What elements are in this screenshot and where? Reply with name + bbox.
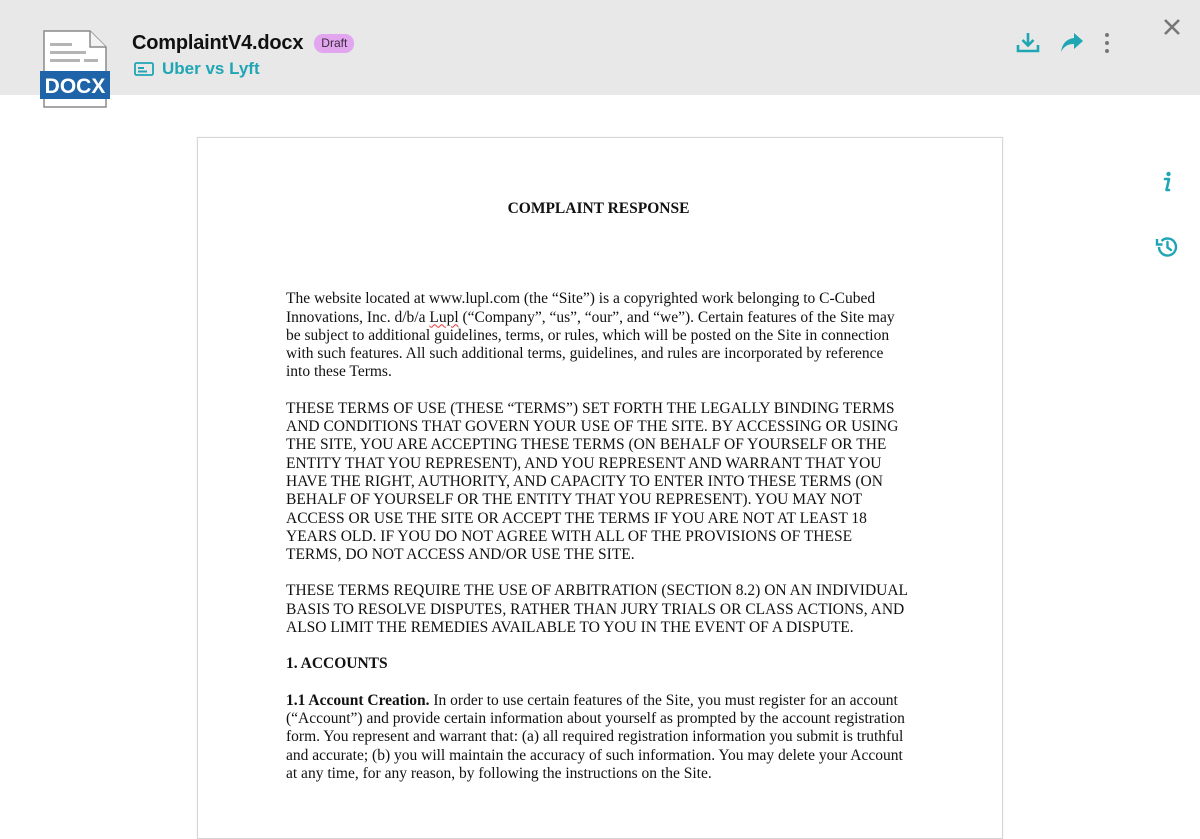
file-type-label: DOCX <box>44 75 106 98</box>
subsection-label: 1.1 Account Creation. <box>286 691 430 709</box>
case-name: Uber vs Lyft <box>162 59 260 78</box>
status-badge: Draft <box>314 34 354 53</box>
section-heading-accounts: 1. ACCOUNTS <box>286 655 388 673</box>
file-title-row <box>132 30 354 56</box>
paragraph-intro: The website located at www.lupl.com (the “Site”) is a copyrighted work belonging to C-Cubed Innovations, Inc. d/b/a Lupl (“Company”, “us”, “our”, and “we”). Certain features of the Site may be subject to additional guidelines, terms, or rules, which will be posted on the Site in connection with such features. All such additional terms, guidelines, and rules are incorporated by reference into these Terms. <box>286 290 895 381</box>
file-name: ComplaintV4.docx <box>132 31 304 54</box>
case-card-icon <box>134 61 154 77</box>
misspelled-word: Lupl <box>429 308 459 326</box>
document-content <box>286 200 911 801</box>
more-vertical-icon[interactable] <box>1094 30 1120 56</box>
close-icon[interactable] <box>1160 15 1184 39</box>
paragraph-arbitration: THESE TERMS REQUIRE THE USE OF ARBITRATION (SECTION 8.2) ON AN INDIVIDUAL BASIS TO RESOLVE DISPUTES, RATHER THAN JURY TRIALS OR CLASS ACTIONS, AND ALSO LIMIT THE REMEDIES AVAILABLE TO YOU IN THE EVENT OF A DISPUTE. <box>286 582 908 637</box>
history-icon[interactable] <box>1154 234 1180 260</box>
info-icon[interactable] <box>1154 169 1180 195</box>
paragraph-terms: THESE TERMS OF USE (THESE “TERMS”) SET FORTH THE LEGALLY BINDING TERMS AND CONDITIONS THAT GOVERN YOUR USE OF THE SITE. BY ACCESSING OR USING THE SITE, YOU ARE ACCEPTING THESE TERMS (ON BEHALF OF YOURSELF OR THE ENTITY THAT YOU REPRESENT), AND YOU REPRESENT AND WARRANT THAT YOU HAVE THE RIGHT, AUTHORITY, AND CAPACITY TO ENTER INTO THESE TERMS (ON BEHALF OF YOURSELF OR THE ENTITY THAT YOU REPRESENT). YOU MAY NOT ACCESS OR USE THE SITE OR ACCEPT THE TERMS IF YOU ARE NOT AT LEAST 18 YEARS OLD. IF YOU DO NOT AGREE WITH ALL OF THE PROVISIONS OF THESE TERMS, DO NOT ACCESS AND/OR USE THE SITE. <box>286 399 899 564</box>
paragraph-account-creation: 1.1 Account Creation. In order to use certain features of the Site, you must register for an account (“Account”) and provide certain information about yourself as prompted by the account registration form. You represent and warrant that: (a) all required registration information you submit is truthful and accurate; (b) you will maintain the accuracy of such information. You may delete your Account at any time, for any reason, by following the instructions on the Site. <box>286 691 905 782</box>
document-page <box>197 137 1003 839</box>
download-icon[interactable] <box>1015 30 1041 56</box>
viewer-header <box>0 0 1200 98</box>
case-link[interactable] <box>134 58 260 80</box>
docx-file-icon <box>40 30 110 110</box>
document-title: COMPLAINT RESPONSE <box>507 200 690 217</box>
share-icon[interactable] <box>1059 30 1085 56</box>
